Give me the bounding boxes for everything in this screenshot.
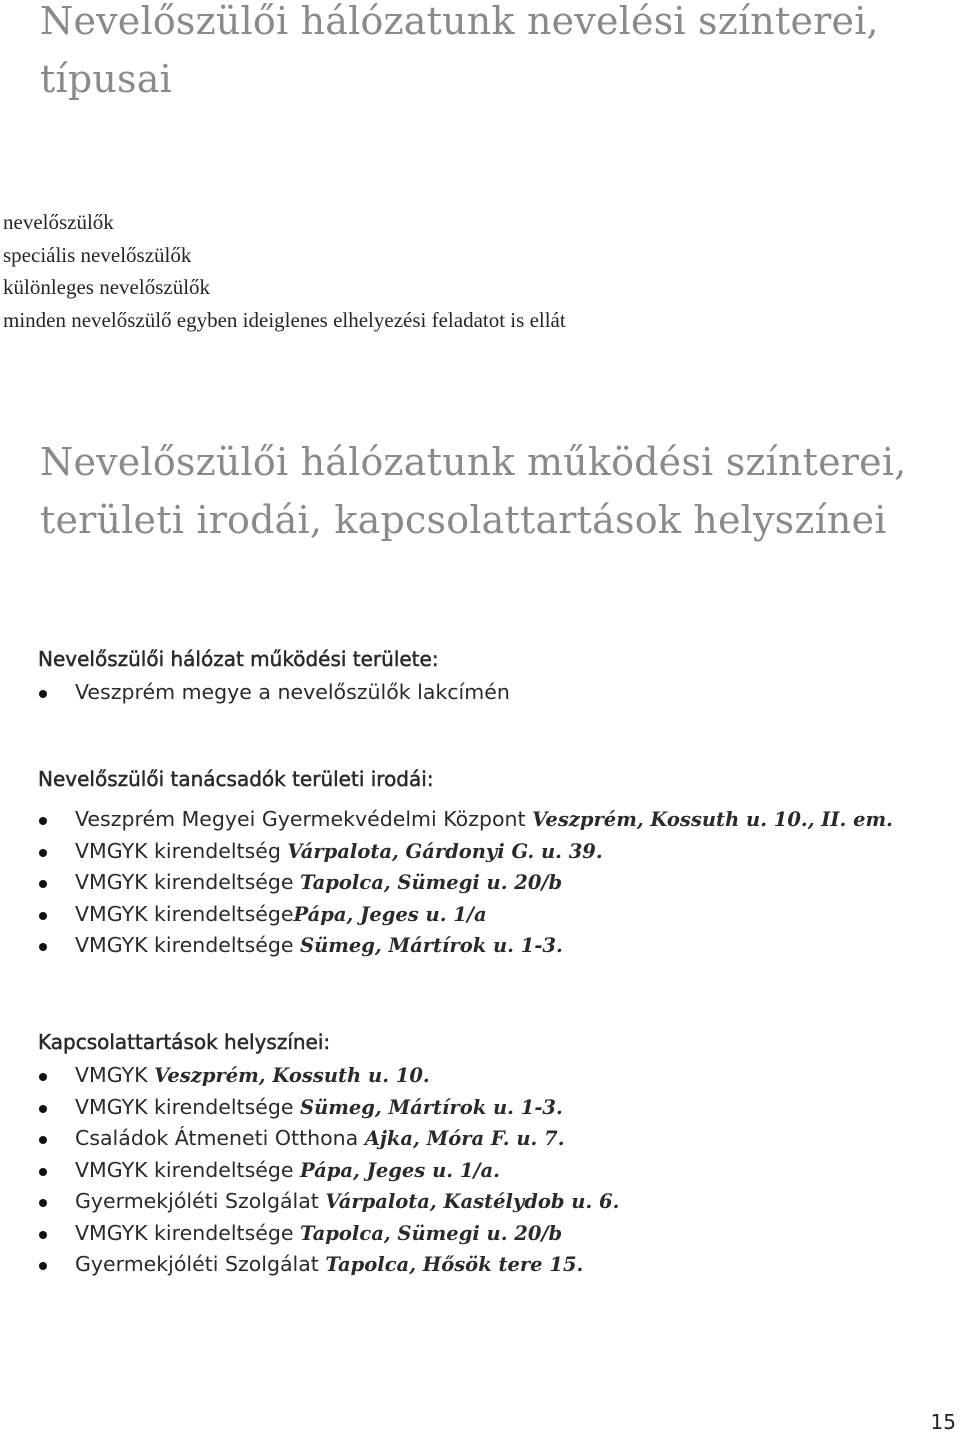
contacts-list — [38, 1060, 619, 1281]
item-text: Gyermekjóléti Szolgálat — [75, 1252, 326, 1276]
list-item: speciális nevelőszülők — [3, 242, 192, 267]
bullet-icon — [39, 1136, 47, 1144]
bullet-icon — [39, 1105, 47, 1113]
contacts-subheading: Kapcsolattartások helyszínei: — [38, 1030, 331, 1054]
bullet-icon — [39, 1168, 47, 1176]
item-text: VMGYK — [75, 1063, 155, 1087]
list-item: minden nevelőszülő egyben ideiglenes elhelyezési feladatot is ellát — [3, 307, 566, 332]
item-address: Veszprém, Kossuth u. 10. — [154, 1064, 430, 1087]
item-address: Sümeg, Mártírok u. 1-3. — [300, 934, 563, 957]
offices-list — [38, 804, 893, 962]
page-number: 15 — [930, 1410, 956, 1434]
item-address: Várpalota, Kastélydob u. 6. — [325, 1190, 620, 1213]
item-text: Veszprém megye a nevelőszülők lakcímén — [75, 680, 510, 704]
item-text: Gyermekjóléti Szolgálat — [75, 1189, 326, 1213]
item-text: Családok Átmeneti Otthona — [75, 1126, 365, 1150]
item-address: Tapolca, Sümegi u. 20/b — [300, 871, 563, 894]
bullet-icon — [39, 690, 47, 698]
list-item: nevelőszülők — [3, 210, 114, 234]
list-item — [38, 1155, 619, 1187]
types-list — [3, 206, 566, 336]
item-text: VMGYK kirendeltsége — [75, 1094, 300, 1119]
list-item — [38, 804, 893, 836]
list-item — [38, 836, 893, 868]
bullet-icon — [39, 943, 47, 951]
item-address: Tapolca, Sümegi u. 20/b — [300, 1221, 563, 1245]
item-text: VMGYK kirendeltsége — [75, 933, 300, 957]
item-text: VMGYK kirendeltség — [75, 838, 288, 863]
item-text: VMGYK kirendeltsége — [75, 870, 300, 894]
bullet-icon — [39, 817, 47, 825]
list-item — [38, 930, 893, 962]
list-item — [38, 867, 893, 899]
bullet-icon — [39, 912, 47, 920]
bullet-icon — [39, 1262, 47, 1270]
item-text: VMGYK kirendeltsége — [75, 1157, 300, 1182]
section-heading-types: Nevelőszülői hálózatunk nevelési színterei, típusai — [40, 0, 879, 101]
list-item: különleges nevelőszülők — [3, 275, 211, 299]
list-item — [38, 1092, 619, 1124]
list-item — [38, 677, 510, 709]
item-address: Pápa, Jeges u. 1/a — [293, 902, 487, 926]
list-item — [38, 1186, 619, 1218]
area-subheading: Nevelőszülői hálózat működési területe: — [38, 647, 439, 671]
item-address: Veszprém, Kossuth u. 10., II. em. — [532, 808, 893, 831]
list-item — [38, 899, 893, 931]
list-item — [38, 1123, 619, 1155]
bullet-icon — [39, 1231, 47, 1239]
item-address: Várpalota, Gárdonyi G. u. 39. — [287, 839, 603, 863]
list-item — [38, 1060, 619, 1092]
item-address: Sümeg, Mártírok u. 1-3. — [300, 1095, 563, 1119]
section-heading-operations: Nevelőszülői hálózatunk működési színterei, területi irodái, kapcsolattartások helyszínei — [40, 440, 907, 542]
item-text: Veszprém Megyei Gyermekvédelmi Központ — [75, 807, 533, 831]
area-list — [38, 677, 510, 709]
bullet-icon — [39, 1073, 47, 1081]
list-item — [38, 1218, 619, 1250]
item-address: Ajka, Móra F. u. 7. — [364, 1127, 565, 1150]
item-address: Tapolca, Hősök tere 15. — [325, 1253, 584, 1276]
offices-subheading: Nevelőszülői tanácsadók területi irodái: — [38, 767, 434, 791]
list-item — [38, 1249, 619, 1281]
bullet-icon — [39, 849, 47, 857]
item-text: VMGYK kirendeltsége — [75, 1220, 300, 1245]
item-address: Pápa, Jeges u. 1/a. — [300, 1158, 500, 1182]
bullet-icon — [39, 880, 47, 888]
bullet-icon — [39, 1199, 47, 1207]
item-text: VMGYK kirendeltsége — [75, 901, 294, 926]
